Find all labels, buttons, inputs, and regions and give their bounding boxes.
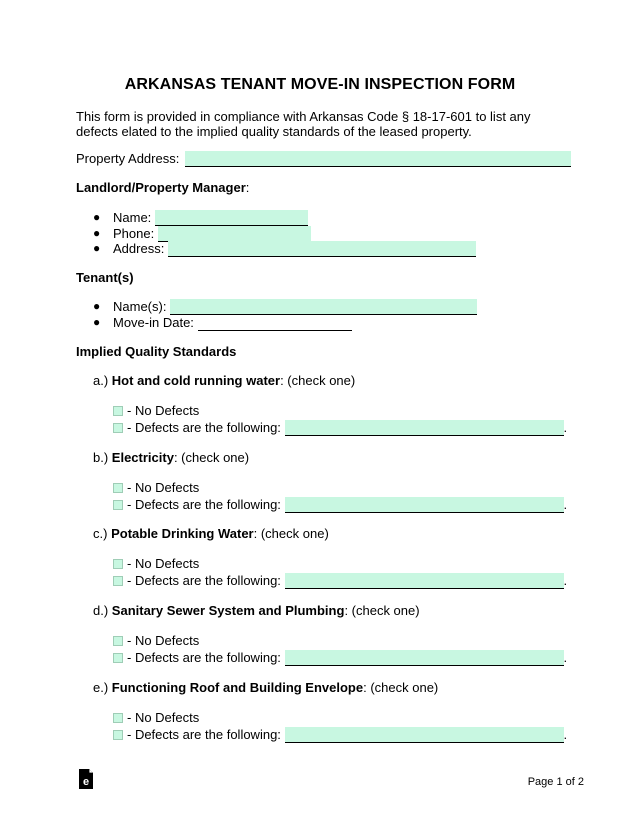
period-text: .	[563, 497, 568, 512]
tenant-names-row	[113, 299, 477, 315]
tenant-movein-field[interactable]	[198, 315, 352, 331]
defects-row	[113, 650, 567, 666]
defects-label: - Defects are the following:	[127, 497, 281, 512]
check-one-text: : (check one)	[280, 373, 356, 388]
tenant-heading: Tenant(s)	[76, 270, 134, 285]
period-text: .	[563, 420, 568, 435]
checkbox-defects[interactable]	[113, 653, 123, 663]
page-number: Page 1 of 2	[527, 776, 584, 788]
item-letter: b.)	[93, 450, 109, 465]
no-defects-label: - No Defects	[127, 556, 200, 571]
defects-label: - Defects are the following:	[127, 650, 281, 665]
defects-field[interactable]	[285, 650, 564, 666]
landlord-heading-row	[76, 180, 249, 196]
standard-item-c	[93, 526, 329, 542]
item-name: Functioning Roof and Building Envelope	[111, 680, 364, 695]
checkbox-defects[interactable]	[113, 500, 123, 510]
check-one-text: : (check one)	[363, 680, 439, 695]
checkbox-no-defects[interactable]	[113, 483, 123, 493]
landlord-heading-colon: :	[245, 180, 250, 195]
property-address-label: Property Address:	[76, 151, 180, 166]
no-defects-row	[113, 710, 199, 726]
defects-row	[113, 497, 567, 513]
defects-label: - Defects are the following:	[127, 420, 281, 435]
landlord-address-field[interactable]	[168, 241, 476, 257]
check-one-text: : (check one)	[173, 450, 250, 465]
no-defects-label: - No Defects	[127, 633, 200, 648]
defects-row	[113, 573, 567, 589]
item-name: Hot and cold running water	[111, 373, 281, 388]
item-letter: e.)	[93, 680, 109, 695]
period-text: .	[563, 573, 568, 588]
landlord-address-row	[113, 241, 476, 257]
defects-label: - Defects are the following:	[127, 573, 281, 588]
item-name: Sanitary Sewer System and Plumbing	[111, 603, 345, 618]
defects-row	[113, 727, 567, 743]
no-defects-label: - No Defects	[127, 480, 200, 495]
checkbox-no-defects[interactable]	[113, 406, 123, 416]
landlord-name-field[interactable]	[155, 210, 308, 226]
landlord-heading: Landlord/Property Manager	[76, 180, 246, 195]
no-defects-label: - No Defects	[127, 403, 200, 418]
tenant-movein-label: Move-in Date:	[113, 315, 194, 330]
check-one-text: : (check one)	[253, 526, 329, 541]
form-title: ARKANSAS TENANT MOVE-IN INSPECTION FORM	[124, 76, 516, 93]
defects-field[interactable]	[285, 420, 564, 436]
bullet-icon: ●	[93, 299, 101, 313]
landlord-address-label: Address:	[113, 241, 165, 256]
no-defects-label: - No Defects	[127, 710, 200, 725]
standard-item-d	[93, 603, 420, 619]
checkbox-defects[interactable]	[113, 576, 123, 586]
no-defects-row	[113, 480, 199, 496]
standard-item-e	[93, 680, 438, 696]
tenant-names-label: Name(s):	[113, 299, 167, 314]
defects-field[interactable]	[285, 573, 564, 589]
checkbox-defects[interactable]	[113, 423, 123, 433]
defects-label: - Defects are the following:	[127, 727, 281, 742]
tenant-movein-row	[113, 315, 352, 331]
landlord-phone-row	[113, 226, 311, 242]
period-text: .	[563, 727, 568, 742]
bullet-icon: ●	[93, 241, 101, 255]
checkbox-defects[interactable]	[113, 730, 123, 740]
defects-row	[113, 420, 567, 436]
item-name: Electricity	[111, 450, 174, 465]
no-defects-row	[113, 556, 199, 572]
property-address-row	[76, 151, 571, 167]
landlord-name-label: Name:	[113, 210, 152, 225]
standard-item-a	[93, 373, 355, 389]
no-defects-row	[113, 403, 199, 419]
bullet-icon: ●	[93, 210, 101, 224]
no-defects-row	[113, 633, 199, 649]
item-letter: a.)	[93, 373, 109, 388]
landlord-phone-field[interactable]	[158, 226, 311, 242]
landlord-phone-label: Phone:	[113, 226, 155, 241]
landlord-name-row	[113, 210, 308, 226]
defects-field[interactable]	[285, 497, 564, 513]
standards-heading: Implied Quality Standards	[76, 344, 237, 359]
check-one-text: : (check one)	[344, 603, 420, 618]
svg-text:e: e	[82, 776, 90, 788]
checkbox-no-defects[interactable]	[113, 559, 123, 569]
standard-item-b	[93, 450, 249, 466]
checkbox-no-defects[interactable]	[113, 636, 123, 646]
intro-paragraph: This form is provided in compliance with Arkansas Code § 18-17-601 to list any defects elated to the implied quality standards of the leased property.	[76, 109, 531, 139]
item-letter: c.)	[93, 526, 108, 541]
period-text: .	[563, 650, 568, 665]
property-address-field[interactable]	[185, 151, 571, 167]
eforms-logo-icon	[78, 768, 94, 790]
checkbox-no-defects[interactable]	[113, 713, 123, 723]
tenant-names-field[interactable]	[170, 299, 477, 315]
item-letter: d.)	[93, 603, 109, 618]
bullet-icon: ●	[93, 226, 101, 240]
bullet-icon: ●	[93, 315, 101, 329]
defects-field[interactable]	[285, 727, 564, 743]
item-name: Potable Drinking Water	[111, 526, 254, 541]
